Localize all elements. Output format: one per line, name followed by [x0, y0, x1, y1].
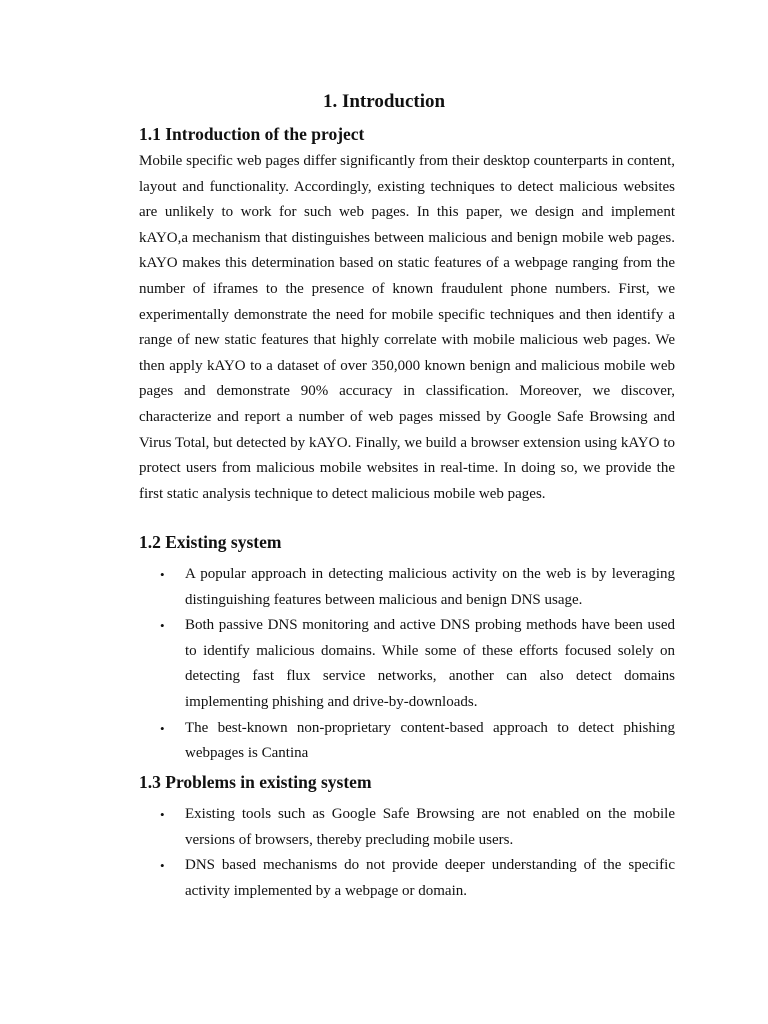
chapter-title: 1. Introduction — [322, 91, 446, 112]
section-heading-1-1: 1.1 Introduction of the project — [139, 124, 365, 144]
list-item — [0, 853, 675, 904]
list-item — [0, 716, 675, 767]
section-heading-1-2: 1.2 Existing system — [139, 532, 282, 552]
list-item — [0, 802, 675, 853]
bullet-icon: • — [160, 858, 165, 874]
bullet-icon: • — [160, 618, 165, 634]
list-item-text: A popular approach in detecting malicious activity on the web is by leveraging distinguishing features between malicious and benign DNS usage. — [185, 566, 675, 608]
section-1-1-paragraph: Mobile specific web pages differ significantly from their desktop counterparts in content, layout and functionality. Accordingly, existing techniques to detect malicious websites are unlikely to work for such web pages. In this paper, we design and implement kAYO,a mechanism that distinguishes between malicious and benign mobile web pages. kAYO makes this determination based on static features of a webpage ranging from the number of iframes to the presence of known fraudulent phone numbers. First, we experimentally demonstrate the need for mobile specific techniques and then identify a range of new static features that highly correlate with mobile malicious web pages. We then apply kAYO to a dataset of over 350,000 known benign and malicious mobile web pages and demonstrate 90% accuracy in classification. Moreover, we discover, characterize and report a number of web pages missed by Google Safe Browsing and Virus Total, but detected by kAYO. Finally, we build a browser extension using kAYO to protect users from malicious mobile websites in real-time. In doing so, we provide the first static analysis technique to detect malicious mobile web pages. — [139, 153, 675, 502]
problems-list — [0, 802, 675, 904]
bullet-icon: • — [160, 567, 165, 582]
bullet-icon: • — [160, 720, 165, 736]
list-item-text: The best-known non-proprietary content-based approach to detect phishing webpages is Cantina — [185, 719, 675, 762]
section-heading-1-3: 1.3 Problems in existing system — [139, 772, 372, 792]
existing-system-list — [0, 562, 675, 767]
list-item-text: Both passive DNS monitoring and active DNS probing methods have been used to identify malicious domains. While some of these efforts focused solely on detecting fast flux service networks, another can also detect domains implementing phishing and drive-by-downloads. — [185, 617, 675, 710]
list-item-text: DNS based mechanisms do not provide deeper understanding of the specific activity implemented by a webpage or domain. — [185, 857, 675, 899]
list-item — [0, 562, 675, 613]
list-item-text: Existing tools such as Google Safe Browsing are not enabled on the mobile versions of browsers, thereby precluding mobile users. — [185, 806, 675, 848]
bullet-icon: • — [160, 807, 165, 822]
list-item — [0, 613, 675, 715]
